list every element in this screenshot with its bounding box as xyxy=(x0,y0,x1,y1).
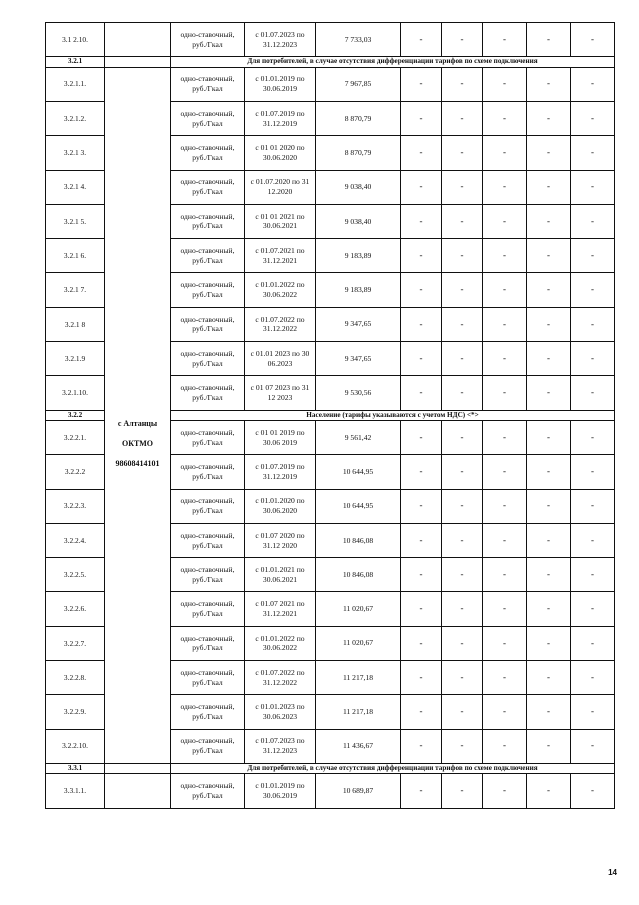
dash-cell: - xyxy=(571,136,615,170)
dash-cell: - xyxy=(442,661,483,695)
tariff-type-cell: одно-ставочный, руб./Гкал xyxy=(171,626,245,660)
dash-cell: - xyxy=(527,273,571,307)
dash-cell: - xyxy=(442,23,483,57)
tariff-value-cell: 9 347,65 xyxy=(316,342,401,376)
period-cell: с 01.07.2020 по 31 12.2020 xyxy=(245,170,316,204)
tariff-value-cell: 9 038,40 xyxy=(316,204,401,238)
table-row xyxy=(46,774,615,808)
locality-name: с Алтанцы xyxy=(117,418,158,428)
dash-cell: - xyxy=(442,136,483,170)
dash-cell: - xyxy=(527,558,571,592)
empty-cell xyxy=(105,57,171,67)
dash-cell: - xyxy=(442,592,483,626)
row-code-cell: 3.2.2.8. xyxy=(46,661,105,695)
dash-cell: - xyxy=(571,729,615,763)
section-code-cell: 3.3.1 xyxy=(46,763,105,773)
dash-cell: - xyxy=(401,136,442,170)
tariff-type-cell: одно-ставочный, руб./Гкал xyxy=(171,695,245,729)
dash-cell: - xyxy=(527,342,571,376)
tariff-type-cell: одно-ставочный, руб./Гкал xyxy=(171,729,245,763)
dash-cell: - xyxy=(442,626,483,660)
dash-cell: - xyxy=(571,101,615,135)
row-code-cell: 3.2.2.9. xyxy=(46,695,105,729)
tariff-value-cell: 10 644,95 xyxy=(316,489,401,523)
dash-cell: - xyxy=(401,523,442,557)
tariff-type-cell: одно-ставочный, руб./Гкал xyxy=(171,307,245,341)
section-header-row xyxy=(46,763,615,773)
dash-cell: - xyxy=(571,626,615,660)
dash-cell: - xyxy=(442,558,483,592)
dash-cell: - xyxy=(527,23,571,57)
empty-cell xyxy=(105,23,171,57)
period-cell: с 01.07.2019 по 31.12.2019 xyxy=(245,101,316,135)
tariff-type-cell: одно-ставочный, руб./Гкал xyxy=(171,489,245,523)
tariff-value-cell: 9 038,40 xyxy=(316,170,401,204)
section-title-cell: Население (тарифы указываются с учетом НДС) <*> xyxy=(171,410,615,420)
tariff-value-cell: 10 846,08 xyxy=(316,523,401,557)
dash-cell: - xyxy=(527,376,571,410)
tariff-type-cell: одно-ставочный, руб./Гкал xyxy=(171,204,245,238)
period-cell: с 01.07.2021 по 31.12.2021 xyxy=(245,239,316,273)
period-cell: с 01.01 2023 по 30 06.2023 xyxy=(245,342,316,376)
dash-cell: - xyxy=(527,774,571,808)
tariff-type-cell: одно-ставочный, руб./Гкал xyxy=(171,136,245,170)
dash-cell: - xyxy=(442,307,483,341)
dash-cell: - xyxy=(483,239,527,273)
dash-cell: - xyxy=(442,695,483,729)
dash-cell: - xyxy=(401,342,442,376)
tariff-type-cell: одно-ставочный, руб./Гкал xyxy=(171,23,245,57)
tariff-type-cell: одно-ставочный, руб./Гкал xyxy=(171,67,245,101)
dash-cell: - xyxy=(527,523,571,557)
dash-cell: - xyxy=(442,455,483,489)
dash-cell: - xyxy=(442,273,483,307)
row-code-cell: 3.2.2.6. xyxy=(46,592,105,626)
period-cell: с 01.07 2020 по 31.12 2020 xyxy=(245,523,316,557)
tariff-type-cell: одно-ставочный, руб./Гкал xyxy=(171,558,245,592)
dash-cell: - xyxy=(527,204,571,238)
dash-cell: - xyxy=(483,774,527,808)
period-cell: с 01.01.2022 по 30.06.2022 xyxy=(245,626,316,660)
dash-cell: - xyxy=(483,489,527,523)
dash-cell: - xyxy=(442,420,483,454)
gap xyxy=(106,429,169,439)
tariff-value-cell: 9 561,42 xyxy=(316,420,401,454)
period-cell: с 01.07.2023 по 31.12.2023 xyxy=(245,729,316,763)
tariff-value-cell: 11 020,67 xyxy=(316,592,401,626)
dash-cell: - xyxy=(527,626,571,660)
row-code-cell: 3.2.2.1. xyxy=(46,420,105,454)
period-cell: с 01.07.2022 по 31.12.2022 xyxy=(245,307,316,341)
section-title-cell: Для потребителей, в случае отсутствия дифференциации тарифов по схеме подключения xyxy=(171,57,615,67)
row-code-cell: 3.2.1 3. xyxy=(46,136,105,170)
dash-cell: - xyxy=(527,695,571,729)
dash-cell: - xyxy=(571,592,615,626)
tariff-type-cell: одно-ставочный, руб./Гкал xyxy=(171,523,245,557)
dash-cell: - xyxy=(401,455,442,489)
dash-cell: - xyxy=(401,695,442,729)
dash-cell: - xyxy=(527,661,571,695)
tariff-type-cell: одно-ставочный, руб./Гкал xyxy=(171,661,245,695)
dash-cell: - xyxy=(442,239,483,273)
dash-cell: - xyxy=(571,695,615,729)
row-code-cell: 3.1 2.10. xyxy=(46,23,105,57)
dash-cell: - xyxy=(483,455,527,489)
tariff-value-cell: 11 020,67 xyxy=(316,626,401,660)
dash-cell: - xyxy=(442,774,483,808)
tariff-type-cell: одно-ставочный, руб./Гкал xyxy=(171,342,245,376)
dash-cell: - xyxy=(401,204,442,238)
dash-cell: - xyxy=(527,729,571,763)
row-code-cell: 3.2.2.2 xyxy=(46,455,105,489)
tariff-value-cell: 9 347,65 xyxy=(316,307,401,341)
tariff-value-cell: 9 530,56 xyxy=(316,376,401,410)
tariff-value-cell: 8 870,79 xyxy=(316,101,401,135)
dash-cell: - xyxy=(527,307,571,341)
tariff-value-cell: 10 846,08 xyxy=(316,558,401,592)
dash-cell: - xyxy=(483,136,527,170)
dash-cell: - xyxy=(571,558,615,592)
period-cell: с 01.01.2020 по 30.06.2020 xyxy=(245,489,316,523)
tariff-value-cell: 8 870,79 xyxy=(316,136,401,170)
dash-cell: - xyxy=(483,204,527,238)
dash-cell: - xyxy=(527,455,571,489)
row-code-cell: 3.2.1.1. xyxy=(46,67,105,101)
row-code-cell: 3.2.1 7. xyxy=(46,273,105,307)
period-cell: с 01.07 2021 по 31.12.2021 xyxy=(245,592,316,626)
dash-cell: - xyxy=(527,420,571,454)
dash-cell: - xyxy=(571,489,615,523)
dash-cell: - xyxy=(483,170,527,204)
dash-cell: - xyxy=(401,592,442,626)
dash-cell: - xyxy=(483,626,527,660)
row-code-cell: 3.2.2.4. xyxy=(46,523,105,557)
dash-cell: - xyxy=(483,420,527,454)
dash-cell: - xyxy=(442,729,483,763)
dash-cell: - xyxy=(401,558,442,592)
tariff-value-cell: 9 183,89 xyxy=(316,273,401,307)
dash-cell: - xyxy=(571,420,615,454)
tariff-value-cell: 7 733,03 xyxy=(316,23,401,57)
row-code-cell: 3.3.1.1. xyxy=(46,774,105,808)
dash-cell: - xyxy=(527,489,571,523)
period-cell: с 01.01.2019 по 30.06.2019 xyxy=(245,67,316,101)
period-cell: с 01.07.2023 по 31.12.2023 xyxy=(245,23,316,57)
dash-cell: - xyxy=(483,558,527,592)
dash-cell: - xyxy=(401,376,442,410)
dash-cell: - xyxy=(483,273,527,307)
dash-cell: - xyxy=(401,661,442,695)
oktmo-code: 98608414101 xyxy=(115,459,160,469)
dash-cell: - xyxy=(401,170,442,204)
dash-cell: - xyxy=(442,523,483,557)
tariff-value-cell: 10 644,95 xyxy=(316,455,401,489)
period-cell: с 01 01 2020 по 30.06.2020 xyxy=(245,136,316,170)
tariff-value-cell: 11 436,67 xyxy=(316,729,401,763)
dash-cell: - xyxy=(483,342,527,376)
dash-cell: - xyxy=(571,204,615,238)
tariff-type-cell: одно-ставочный, руб./Гкал xyxy=(171,273,245,307)
section-title-cell: Для потребителей, в случае отсутствия дифференциации тарифов по схеме подключения xyxy=(171,763,615,773)
tariff-type-cell: одно-ставочный, руб./Гкал xyxy=(171,376,245,410)
dash-cell: - xyxy=(571,455,615,489)
dash-cell: - xyxy=(571,67,615,101)
oktmo-label: ОКТМО xyxy=(121,439,154,449)
table-row xyxy=(46,23,615,57)
period-cell: с 01 07 2023 по 31 12 2023 xyxy=(245,376,316,410)
dash-cell: - xyxy=(571,239,615,273)
tariff-type-cell: одно-ставочный, руб./Гкал xyxy=(171,170,245,204)
row-code-cell: 3.2.2.3. xyxy=(46,489,105,523)
row-code-cell: 3.2.1 5. xyxy=(46,204,105,238)
dash-cell: - xyxy=(401,23,442,57)
dash-cell: - xyxy=(401,489,442,523)
period-cell: с 01.01.2019 по 30.06.2019 xyxy=(245,774,316,808)
dash-cell: - xyxy=(571,273,615,307)
row-code-cell: 3.2.2.5. xyxy=(46,558,105,592)
dash-cell: - xyxy=(401,67,442,101)
dash-cell: - xyxy=(401,239,442,273)
dash-cell: - xyxy=(401,774,442,808)
period-cell: с 01.07.2022 по 31.12.2022 xyxy=(245,661,316,695)
dash-cell: - xyxy=(571,376,615,410)
dash-cell: - xyxy=(401,420,442,454)
period-cell: с 01 01 2021 по 30.06.2021 xyxy=(245,204,316,238)
tariff-value-cell: 11 217,18 xyxy=(316,661,401,695)
dash-cell: - xyxy=(483,523,527,557)
dash-cell: - xyxy=(442,170,483,204)
dash-cell: - xyxy=(571,523,615,557)
period-cell: с 01.07.2019 по 31.12.2019 xyxy=(245,455,316,489)
dash-cell: - xyxy=(483,592,527,626)
tariff-type-cell: одно-ставочный, руб./Гкал xyxy=(171,592,245,626)
row-code-cell: 3.2.1 8 xyxy=(46,307,105,341)
dash-cell: - xyxy=(401,307,442,341)
dash-cell: - xyxy=(527,170,571,204)
row-code-cell: 3.2.2.7. xyxy=(46,626,105,660)
tariff-type-cell: одно-ставочный, руб./Гкал xyxy=(171,239,245,273)
dash-cell: - xyxy=(483,695,527,729)
dash-cell: - xyxy=(442,101,483,135)
dash-cell: - xyxy=(483,67,527,101)
dash-cell: - xyxy=(483,101,527,135)
tariff-type-cell: одно-ставочный, руб./Гкал xyxy=(171,420,245,454)
dash-cell: - xyxy=(401,729,442,763)
dash-cell: - xyxy=(401,101,442,135)
dash-cell: - xyxy=(527,136,571,170)
locality-cell xyxy=(105,67,171,763)
empty-cell xyxy=(105,774,171,808)
dash-cell: - xyxy=(483,661,527,695)
dash-cell: - xyxy=(442,342,483,376)
dash-cell: - xyxy=(483,376,527,410)
dash-cell: - xyxy=(442,204,483,238)
tariff-value-cell: 10 689,87 xyxy=(316,774,401,808)
dash-cell: - xyxy=(527,592,571,626)
section-code-cell: 3.2.1 xyxy=(46,57,105,67)
period-cell: с 01 01 2019 по 30.06 2019 xyxy=(245,420,316,454)
tariff-value-cell: 9 183,89 xyxy=(316,239,401,273)
row-code-cell: 3.2.1 6. xyxy=(46,239,105,273)
page-number: 14 xyxy=(608,868,617,877)
dash-cell: - xyxy=(442,376,483,410)
row-code-cell: 3.2.2.10. xyxy=(46,729,105,763)
dash-cell: - xyxy=(571,774,615,808)
dash-cell: - xyxy=(483,729,527,763)
dash-cell: - xyxy=(571,170,615,204)
dash-cell: - xyxy=(527,101,571,135)
section-code-cell: 3.2.2 xyxy=(46,410,105,420)
tariff-type-cell: одно-ставочный, руб./Гкал xyxy=(171,774,245,808)
tariff-value-cell: 7 967,85 xyxy=(316,67,401,101)
dash-cell: - xyxy=(527,67,571,101)
gap xyxy=(106,449,169,459)
period-cell: с 01.01.2021 по 30.06.2021 xyxy=(245,558,316,592)
dash-cell: - xyxy=(571,23,615,57)
tariff-type-cell: одно-ставочный, руб./Гкал xyxy=(171,455,245,489)
empty-cell xyxy=(105,763,171,773)
row-code-cell: 3.2.1 4. xyxy=(46,170,105,204)
dash-cell: - xyxy=(483,307,527,341)
dash-cell: - xyxy=(571,307,615,341)
period-cell: с 01.01.2022 по 30.06.2022 xyxy=(245,273,316,307)
table-body xyxy=(46,23,615,809)
row-code-cell: 3.2.1.2. xyxy=(46,101,105,135)
tariff-table xyxy=(45,22,615,809)
section-header-row xyxy=(46,57,615,67)
dash-cell: - xyxy=(442,67,483,101)
dash-cell: - xyxy=(571,342,615,376)
dash-cell: - xyxy=(401,626,442,660)
row-code-cell: 3.2.1.9 xyxy=(46,342,105,376)
dash-cell: - xyxy=(527,239,571,273)
tariff-value-cell: 11 217,18 xyxy=(316,695,401,729)
dash-cell: - xyxy=(401,273,442,307)
dash-cell: - xyxy=(442,489,483,523)
dash-cell: - xyxy=(571,661,615,695)
tariff-type-cell: одно-ставочный, руб./Гкал xyxy=(171,101,245,135)
period-cell: с 01.01.2023 по 30.06.2023 xyxy=(245,695,316,729)
dash-cell: - xyxy=(483,23,527,57)
row-code-cell: 3.2.1.10. xyxy=(46,376,105,410)
table-row xyxy=(46,67,615,101)
